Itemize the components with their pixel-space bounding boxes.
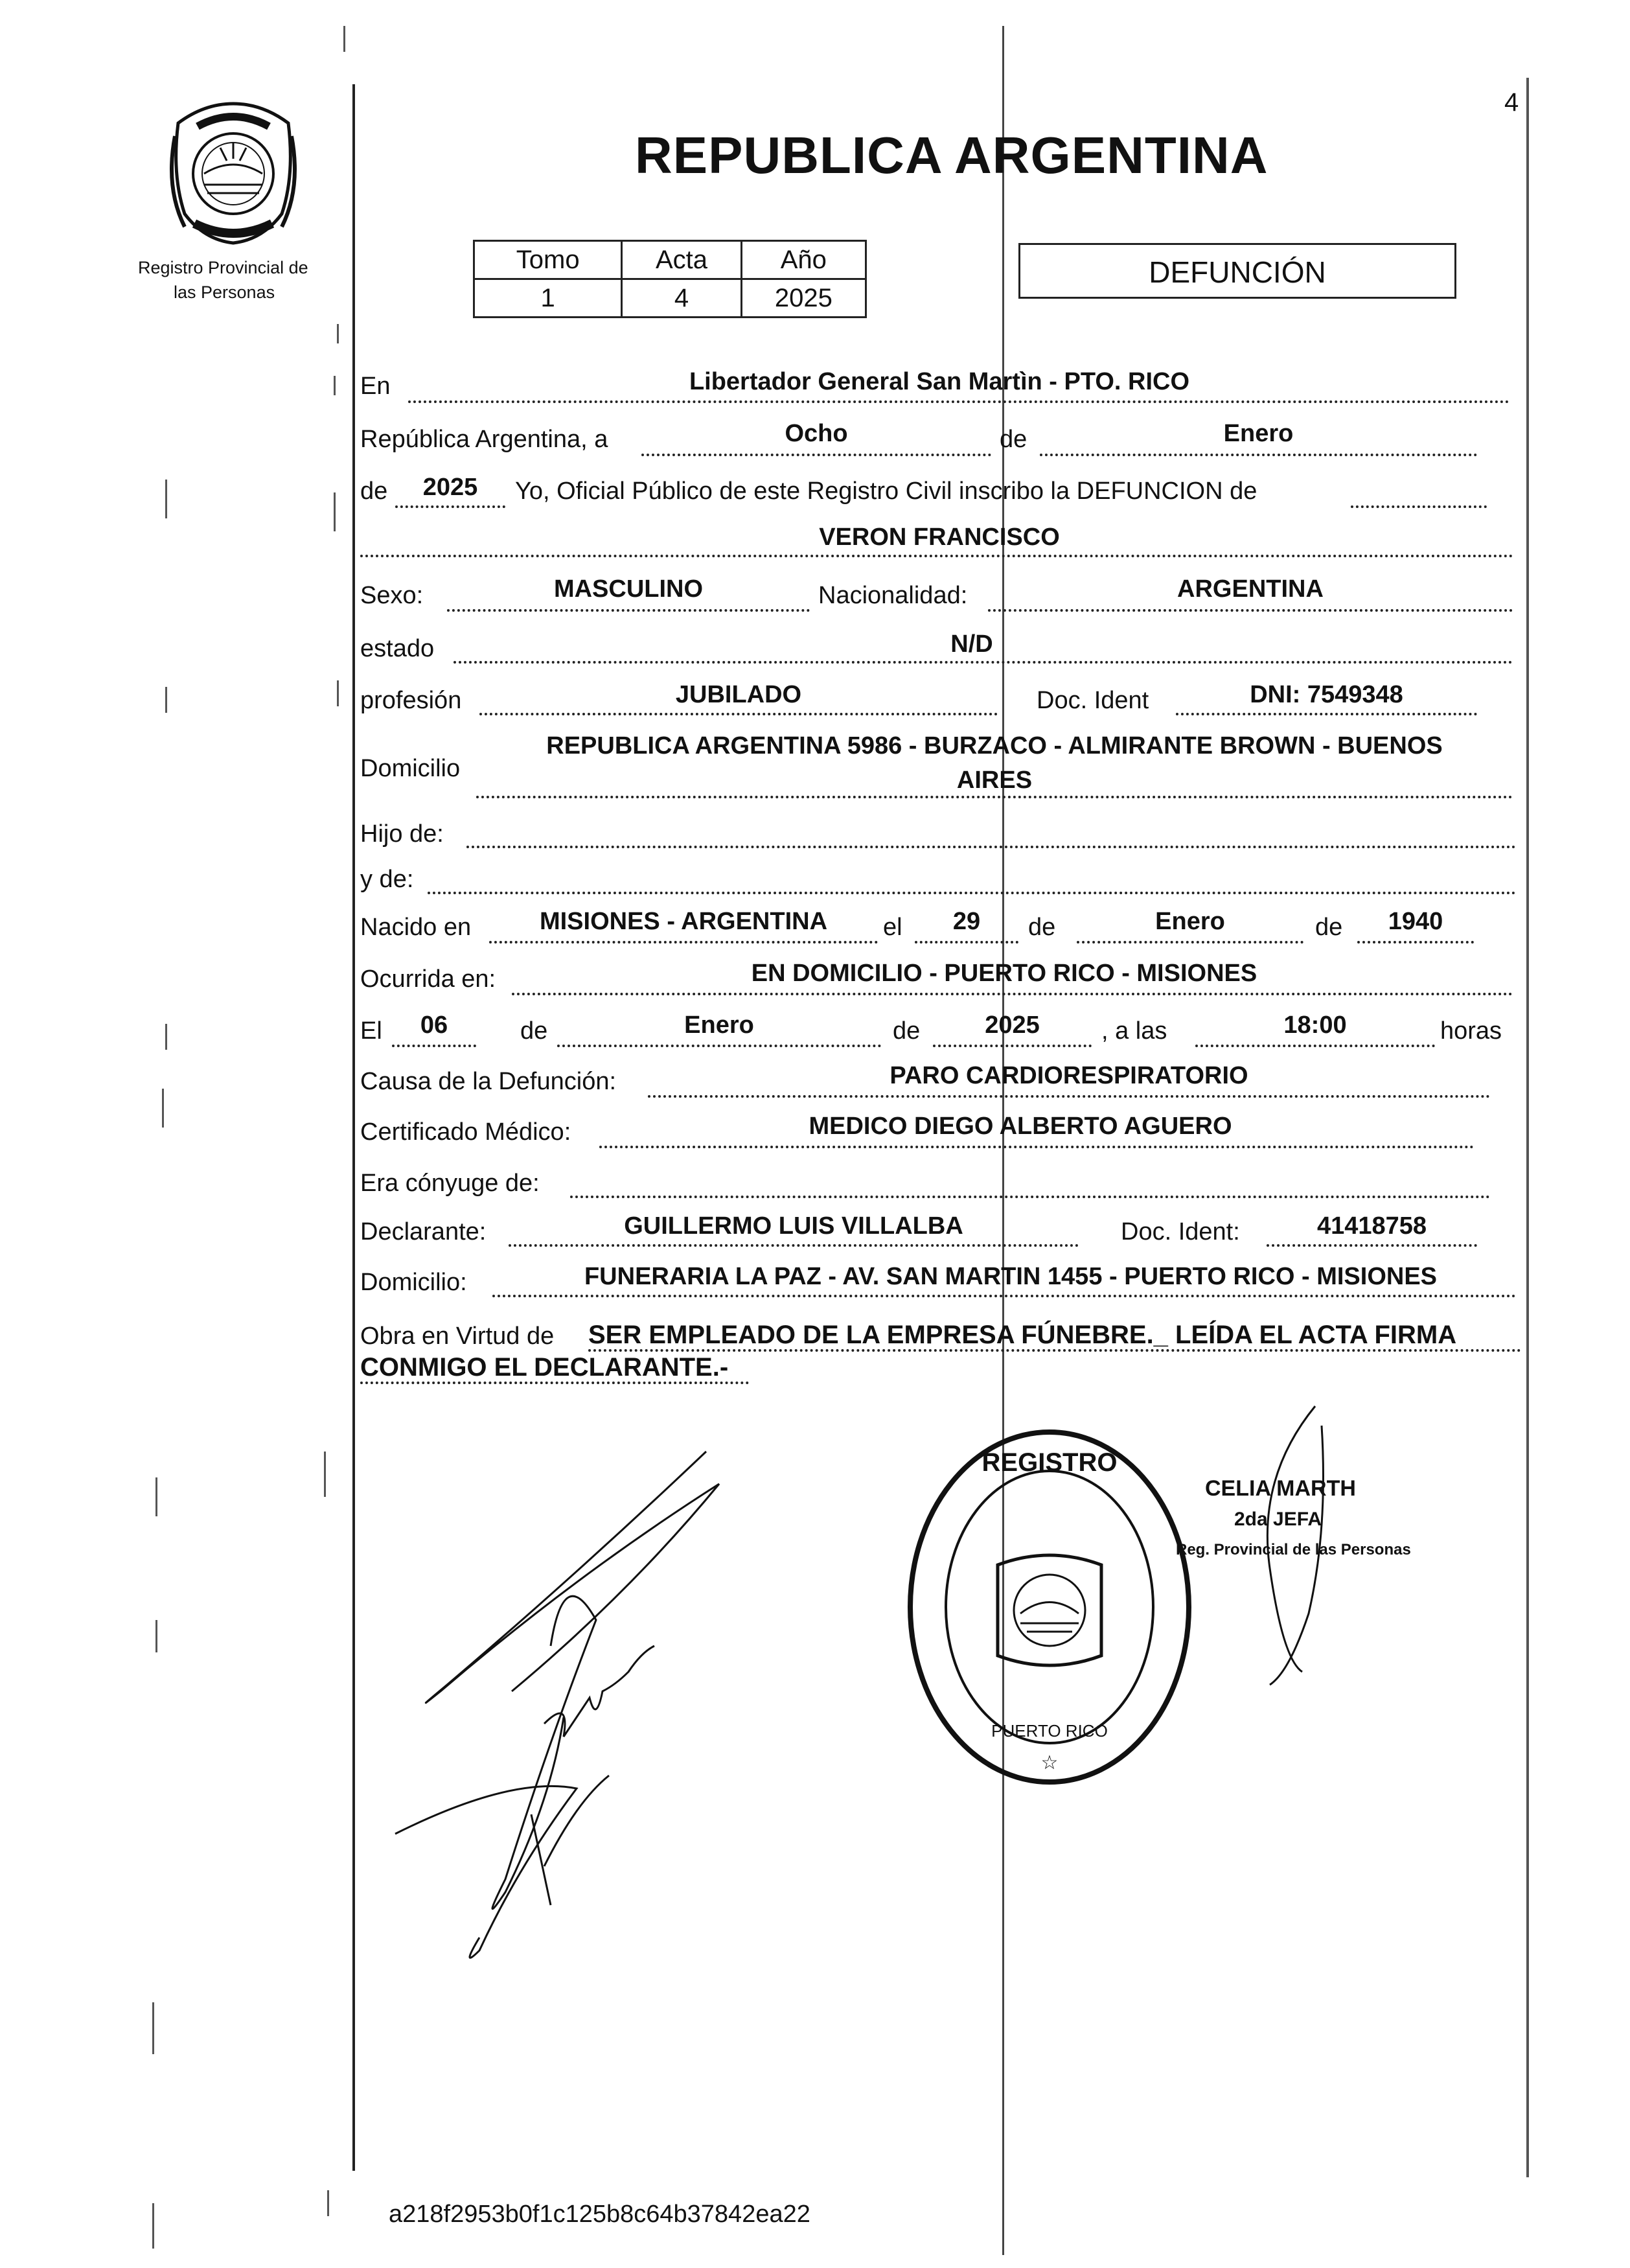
- registry-stamp: [904, 1426, 1195, 1788]
- nacionalidad-value: ARGENTINA: [1177, 575, 1324, 603]
- death-month-dots: [557, 1045, 881, 1047]
- doc-value: DNI: 7549348: [1250, 681, 1403, 708]
- certificado-dots: [599, 1146, 1474, 1148]
- declarant-signature: [382, 1413, 849, 1996]
- causa-value: PARO CARDIORESPIRATORIO: [890, 1062, 1248, 1089]
- doc-dots: [1176, 713, 1477, 715]
- day-dots: [641, 454, 991, 456]
- birth-de2-label: de: [1315, 914, 1343, 941]
- republica-label: República Argentina, a: [360, 426, 608, 453]
- year-dots: [395, 505, 505, 508]
- svg-text:PUERTO RICO: PUERTO RICO: [991, 1721, 1108, 1741]
- nacionalidad-label: Nacionalidad:: [818, 582, 968, 609]
- ocurrida-value: EN DOMICILIO - PUERTO RICO - MISIONES: [751, 960, 1257, 987]
- nacido-value: MISIONES - ARGENTINA: [539, 908, 828, 935]
- decl-dom-value: FUNERARIA LA PAZ - AV. SAN MARTIN 1455 - PUERTO RICO - MISIONES: [584, 1263, 1438, 1290]
- obra-dots-1: [588, 1349, 1521, 1352]
- official-name: CELIA MARTH: [1205, 1476, 1356, 1501]
- el-label: el: [883, 914, 902, 941]
- birth-year-dots: [1357, 941, 1474, 943]
- domicilio-line-1: REPUBLICA ARGENTINA 5986 - BURZACO - ALMIRANTE BROWN - BUENOS: [546, 732, 1443, 759]
- declarante-dots: [509, 1244, 1079, 1247]
- record-type: DEFUNCIÓN: [1149, 255, 1326, 289]
- official-dots: [1351, 505, 1487, 508]
- value-acta: 4: [622, 279, 741, 318]
- decl-doc-value: 41418758: [1316, 1212, 1427, 1240]
- seal-caption: [170, 97, 299, 98]
- value-tomo: 1: [474, 279, 622, 318]
- day-words-value: Ocho: [785, 420, 848, 447]
- birth-year-value: 1940: [1388, 908, 1443, 935]
- svg-text:REGISTRO: REGISTRO: [981, 1448, 1118, 1477]
- page-number: 4: [1504, 88, 1519, 117]
- nacido-label: Nacido en: [360, 914, 472, 941]
- death-year-dots: [933, 1045, 1092, 1047]
- decl-dom-dots: [492, 1295, 1516, 1297]
- certificado-value: MEDICO DIEGO ALBERTO AGUERO: [809, 1113, 1232, 1140]
- death-time-value: 18:00: [1283, 1012, 1347, 1039]
- month-value: Enero: [1223, 420, 1294, 447]
- doc-label: Doc. Ident: [1037, 687, 1149, 714]
- obra-text-line-2: CONMIGO EL DECLARANTE.-: [360, 1353, 729, 1382]
- record-table: [473, 240, 867, 318]
- place-value: Libertador General San Martìn - PTO. RICO: [689, 368, 1190, 395]
- value-anio: 2025: [741, 279, 866, 318]
- obra-text-line-1: SER EMPLEADO DE LA EMPRESA FÚNEBRE._ LEÍDA EL ACTA FIRMA: [588, 1321, 1457, 1349]
- left-border-line: [352, 84, 355, 2171]
- official-role: 2da JEFA: [1234, 1509, 1322, 1530]
- obra-label: Obra en Virtud de: [360, 1323, 555, 1350]
- domicilio-label: Domicilio: [360, 755, 461, 782]
- alas-label: , a las: [1101, 1017, 1167, 1045]
- domicilio-dots: [476, 796, 1513, 798]
- profesion-value: JUBILADO: [675, 681, 802, 708]
- deceased-name: VERON FRANCISCO: [819, 524, 1060, 551]
- estado-value: N/D: [950, 631, 993, 658]
- office-line-1: Registro Provincial de: [138, 258, 308, 277]
- obra-dots-2: [360, 1382, 749, 1384]
- year-value: 2025: [422, 474, 478, 501]
- causa-label: Causa de la Defunción:: [360, 1068, 617, 1095]
- birth-month-dots: [1077, 941, 1303, 943]
- death-de2-label: de: [893, 1017, 921, 1045]
- page-title: REPUBLICA ARGENTINA: [635, 126, 1268, 184]
- svg-text:☆: ☆: [1040, 1752, 1059, 1774]
- birth-month-value: Enero: [1155, 908, 1225, 935]
- profesion-label: profesión: [360, 687, 462, 714]
- certificado-label: Certificado Médico:: [360, 1118, 571, 1146]
- province-seal: [165, 97, 301, 246]
- document-hash: a218f2953b0f1c125b8c64b37842ea22: [389, 2201, 810, 2228]
- official-text: Yo, Oficial Público de este Registro Civil inscribo la DEFUNCION de: [515, 478, 1257, 505]
- record-table-header-row: [474, 241, 866, 279]
- office-line-2: las Personas: [174, 283, 275, 302]
- death-time-dots: [1195, 1045, 1435, 1047]
- header-anio: Año: [741, 241, 866, 279]
- death-de1-label: de: [520, 1017, 548, 1045]
- el2-label: El: [360, 1017, 382, 1045]
- birth-de1-label: de: [1028, 914, 1056, 941]
- en-dots: [408, 400, 1509, 403]
- birth-day-value: 29: [952, 908, 981, 935]
- header-tomo: Tomo: [474, 241, 622, 279]
- official-office: Reg. Provincial de las Personas: [1176, 1541, 1411, 1558]
- profesion-dots: [479, 713, 998, 715]
- decl-dom-label: Domicilio:: [360, 1269, 467, 1296]
- month-dots: [1040, 454, 1477, 456]
- conyuge-label: Era cónyuge de:: [360, 1170, 540, 1197]
- sexo-label: Sexo:: [360, 582, 424, 609]
- decl-doc-label: Doc. Ident:: [1121, 1218, 1240, 1245]
- nacido-dots: [489, 941, 878, 943]
- estado-dots: [453, 661, 1513, 664]
- hijo-dots: [466, 846, 1516, 848]
- record-table-value-row: [474, 279, 866, 318]
- year-prefix-label: de: [360, 478, 388, 505]
- declarante-value: GUILLERMO LUIS VILLALBA: [624, 1212, 963, 1240]
- ocurrida-dots: [512, 993, 1513, 995]
- sexo-value: MASCULINO: [553, 575, 704, 603]
- sexo-dots: [447, 609, 810, 612]
- conyuge-dots: [570, 1196, 1490, 1198]
- yde-dots: [428, 892, 1516, 894]
- domicilio-line-2: AIRES: [956, 767, 1033, 794]
- declarante-label: Declarante:: [360, 1218, 487, 1245]
- yde-label: y de:: [360, 866, 414, 893]
- causa-dots: [648, 1095, 1490, 1098]
- nacionalidad-dots: [988, 609, 1513, 612]
- right-border-line: [1526, 78, 1529, 2177]
- header-acta: Acta: [622, 241, 741, 279]
- scan-center-line: [1002, 26, 1004, 2255]
- horas-label: horas: [1440, 1017, 1502, 1045]
- death-month-value: Enero: [684, 1012, 754, 1039]
- birth-day-dots: [915, 941, 1018, 943]
- death-day-dots: [392, 1045, 476, 1047]
- decl-doc-dots: [1267, 1244, 1477, 1247]
- hijo-label: Hijo de:: [360, 820, 444, 848]
- name-dots: [360, 555, 1513, 557]
- en-label: En: [360, 373, 391, 400]
- estado-label: estado: [360, 635, 435, 662]
- de-label: de: [1000, 426, 1027, 453]
- death-year-value: 2025: [985, 1012, 1040, 1039]
- death-day-value: 06: [420, 1012, 448, 1039]
- ocurrida-label: Ocurrida en:: [360, 966, 496, 993]
